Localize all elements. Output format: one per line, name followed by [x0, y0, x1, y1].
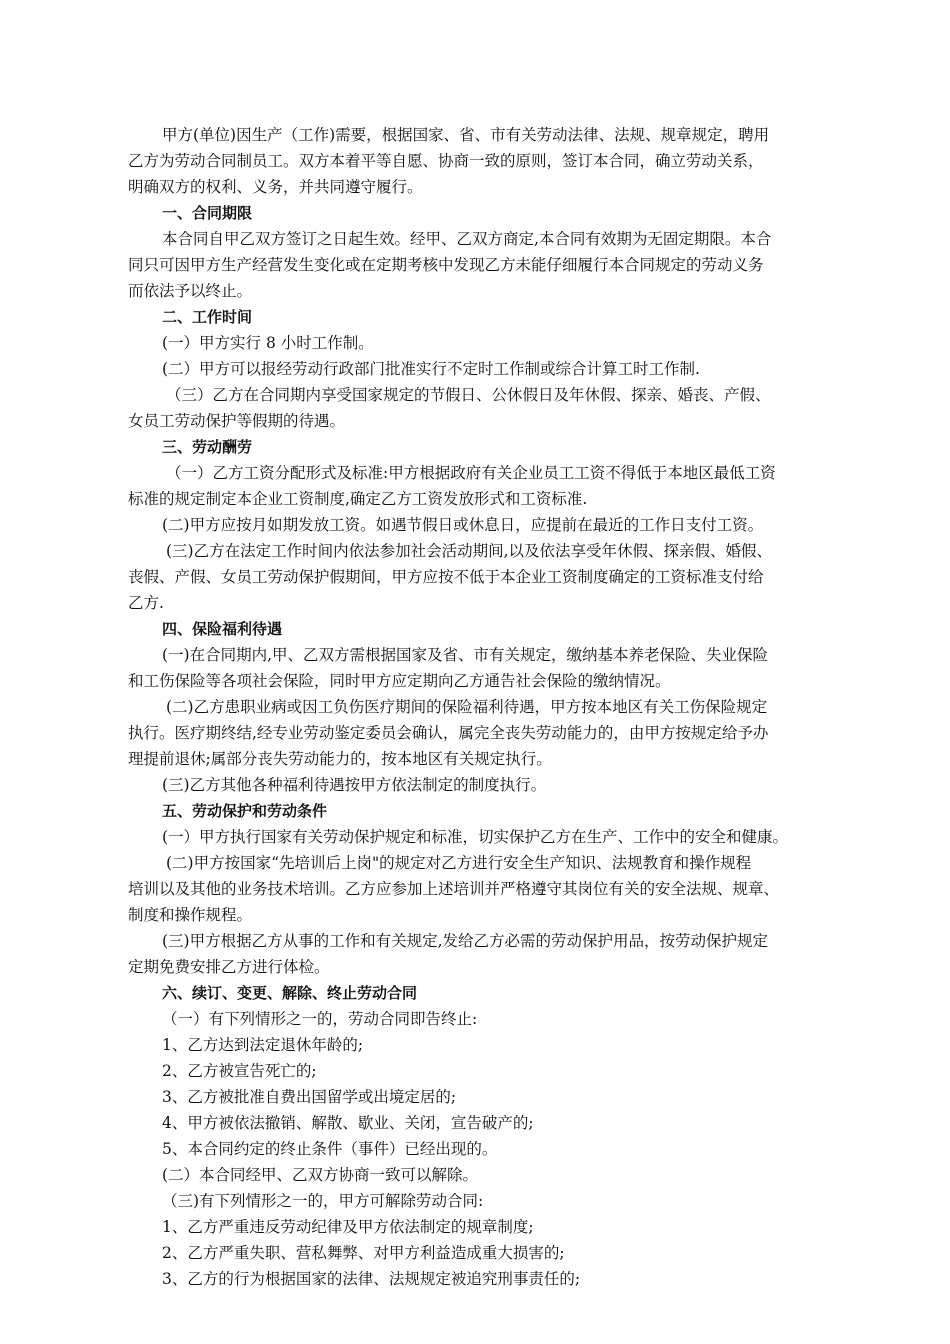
- text-line: 1、乙方严重违反劳动纪律及甲方依法制定的规章制度;: [162, 1218, 534, 1236]
- section-heading: 五、劳动保护和劳动条件: [162, 802, 328, 820]
- text-line: (二）甲方可以报经劳动行政部门批准实行不定时工作制或综合计算工时工作制.: [162, 360, 700, 378]
- text-line: (二)甲方按国家“先培训后上岗"的规定对乙方进行安全生产知识、法规教育和操作规程: [166, 854, 752, 872]
- text-line: (三)乙方其他各种福利待遇按甲方依法制定的制度执行。: [162, 776, 547, 794]
- section-heading: 一、合同期限: [162, 204, 253, 222]
- text-line: （三)有下列情形之一的，甲方可解除劳动合同:: [162, 1192, 484, 1210]
- text-line: 培训以及其他的业务技术培训。乙方应参加上述培训并严格遵守其岗位有关的安全法规、规章、: [128, 880, 780, 898]
- text-line: 执行。医疗期终结,经专业劳动鉴定委员会确认，属完全丧失劳动能力的，由甲方按规定给予办: [128, 724, 769, 742]
- section-heading: 六、续订、变更、解除、终止劳动合同: [162, 984, 418, 1002]
- text-line: 4、甲方被依法撤销、解散、歇业、关闭，宣告破产的;: [162, 1114, 534, 1132]
- text-line: 女员工劳动保护等假期的待遇。: [128, 412, 346, 430]
- text-line: (三)乙方在法定工作时间内依法参加社会活动期间,以及依法享受年休假、探亲假、婚假、: [166, 542, 773, 560]
- text-line: （一）有下列情形之一的，劳动合同即告终止:: [162, 1010, 478, 1028]
- text-line: (二)乙方患职业病或因工负伤医疗期间的保险福利待遇，甲方按本地区有关工伤保险规定: [166, 698, 768, 716]
- text-line: (一）甲方实行 8 小时工作制。: [162, 334, 374, 352]
- text-line: 1、乙方达到法定退休年龄的;: [162, 1036, 364, 1054]
- text-line: 本合同自甲乙双方签订之日起生效。经甲、乙双方商定,本合同有效期为无固定期限。本合: [162, 230, 772, 248]
- text-line: （三）乙方在合同期内享受国家规定的节假日、公休假日及年休假、探亲、婚丧、产假、: [166, 386, 771, 404]
- section-heading: 二、工作时间: [162, 308, 253, 326]
- text-line: 乙方为劳动合同制员工。双方本着平等自愿、协商一致的原则，签订本合同，确立劳动关系，: [128, 152, 764, 170]
- text-line: (二）本合同经甲、乙双方协商一致可以解除。: [162, 1166, 479, 1184]
- text-line: 同只可因甲方生产经营发生变化或在定期考核中发现乙方未能仔细履行本合同规定的劳动义务: [128, 256, 764, 274]
- text-line: (一)在合同期内,甲、乙双方需根据国家及省、市有关规定，缴纳基本养老保险、失业保险: [162, 646, 769, 664]
- text-line: 而依法予以终止。: [128, 282, 253, 300]
- text-line: (二)甲方应按月如期发放工资。如遇节假日或休息日，应提前在最近的工作日支付工资。: [162, 516, 764, 534]
- text-line: 制度和操作规程。: [128, 906, 253, 924]
- text-line: (三)甲方根据乙方从事的工作和有关规定,发给乙方必需的劳动保护用品，按劳动保护规定: [162, 932, 769, 950]
- text-line: 理提前退休;属部分丧失劳动能力的，按本地区有关规定执行。: [128, 750, 552, 768]
- contract-body: [128, 122, 828, 1292]
- text-line: 5、本合同约定的终止条件（事件）已经出现的。: [162, 1140, 498, 1158]
- text-line: 甲方(单位)因生产（工作)需要，根据国家、省、市有关劳动法律、法规、规章规定，聘用: [162, 126, 770, 144]
- text-line: 2、乙方严重失职、营私舞弊、对甲方利益造成重大损害的;: [162, 1244, 565, 1262]
- text-line: 和工伤保险等各项社会保险，同时甲方应定期向乙方通告社会保险的缴纳情况。: [128, 672, 671, 690]
- text-line: 2、乙方被宣告死亡的;: [162, 1062, 317, 1080]
- text-line: 标准的规定制定本企业工资制度,确定乙方工资发放形式和工资标准.: [128, 490, 588, 508]
- text-line: 3、乙方被批准自费出国留学或出境定居的;: [162, 1088, 457, 1106]
- text-line: 乙方.: [128, 594, 164, 612]
- section-heading: 三、劳动酬劳: [162, 438, 253, 456]
- text-line: 丧假、产假、女员工劳动保护假期间，甲方应按不低于本企业工资制度确定的工资标准支付给: [128, 568, 764, 586]
- text-line: 定期免费安排乙方进行体检。: [128, 958, 330, 976]
- text-line: 明确双方的权利、义务，并共同遵守履行。: [128, 178, 423, 196]
- section-heading: 四、保险福利待遇: [162, 620, 283, 638]
- text-line: （一）乙方工资分配形式及标准:甲方根据政府有关企业员工工资不得低于本地区最低工资: [166, 464, 776, 482]
- text-line: 3、乙方的行为根据国家的法律、法规规定被追究刑事责任的;: [162, 1270, 581, 1288]
- text-line: (一）甲方执行国家有关劳动保护规定和标准，切实保护乙方在生产、工作中的安全和健康。: [162, 828, 789, 846]
